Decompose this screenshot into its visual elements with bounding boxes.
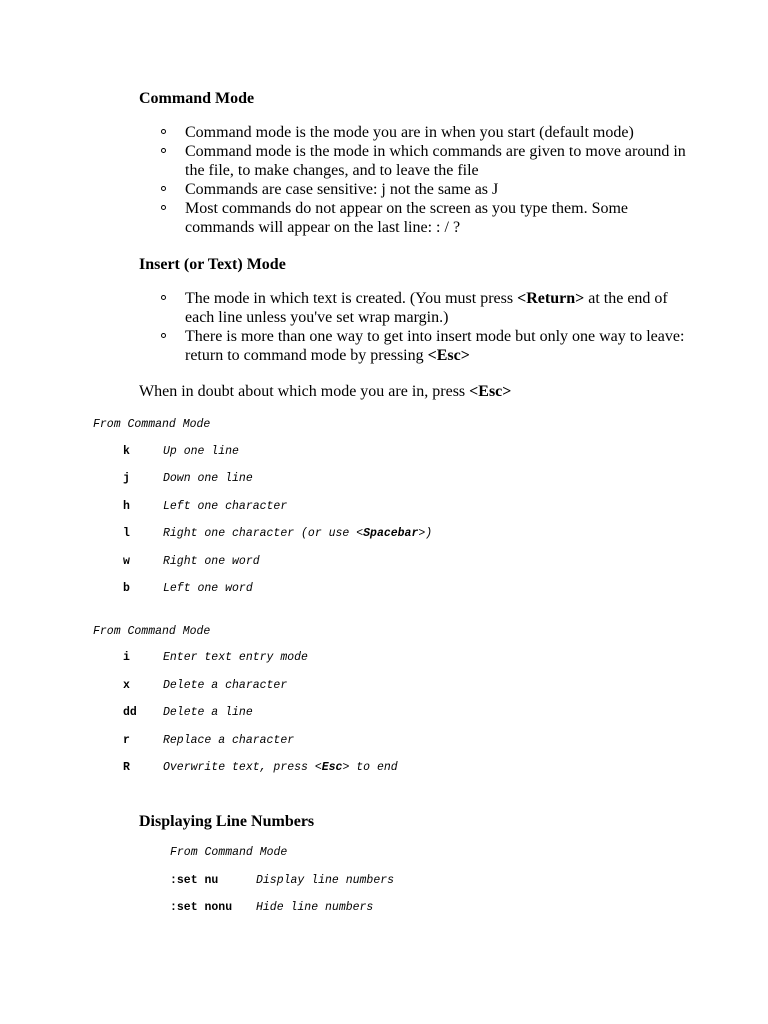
command-key: :set nu <box>170 874 219 887</box>
command-key: h <box>123 500 130 513</box>
command-description: Display line numbers <box>256 874 395 887</box>
bullet-circle-icon <box>161 148 166 153</box>
esc-key-label: Esc <box>321 761 343 774</box>
command-mode-bullet-list <box>161 123 701 237</box>
line-numbers-subheading: From Command Mode <box>170 846 288 859</box>
command-key: k <box>123 445 130 458</box>
doubt-text: When in doubt about which mode you are in, press <box>139 383 470 400</box>
command-description: Up one line <box>163 445 239 458</box>
bullet-circle-icon <box>161 129 166 134</box>
line-numbers-heading: Displaying Line Numbers <box>139 813 315 830</box>
movement-block-heading: From Command Mode <box>93 418 211 431</box>
description-text: > to end <box>342 761 398 774</box>
bullet-text: Most commands do not appear on the screen as you type them. Some commands will appear on the last line: : / ? <box>185 200 629 236</box>
list-item <box>161 289 701 327</box>
esc-key-label: <Esc> <box>427 347 470 364</box>
command-key: dd <box>123 706 137 719</box>
list-item <box>161 123 701 142</box>
description-text: Right one character (or use < <box>163 527 364 540</box>
command-key: r <box>123 734 130 747</box>
command-key: x <box>123 679 130 692</box>
command-description: Left one character <box>163 500 288 513</box>
command-description: Down one line <box>163 472 253 485</box>
bullet-circle-icon <box>161 205 166 210</box>
insert-mode-bullet-list <box>161 289 701 365</box>
command-key: :set nonu <box>170 901 233 914</box>
command-description <box>163 761 398 775</box>
command-description: Enter text entry mode <box>163 651 308 664</box>
list-item <box>161 180 701 199</box>
bullet-circle-icon <box>161 333 166 338</box>
esc-key-label: <Esc> <box>469 383 512 400</box>
bullet-text-before: There is more than one way to get into insert mode but only one way to leave: return to command mode by pressing <box>185 328 685 364</box>
command-description: Right one word <box>163 555 260 568</box>
command-description: Replace a character <box>163 734 295 747</box>
command-description <box>163 527 432 541</box>
bullet-text-after: at the end of each line unless you've set wrap margin.) <box>185 290 668 326</box>
description-text: >) <box>418 527 433 540</box>
bullet-text: Commands are case sensitive: j not the same as J <box>185 181 499 198</box>
command-description: Hide line numbers <box>256 901 374 914</box>
command-mode-heading: Command Mode <box>139 90 255 107</box>
command-key: R <box>123 761 130 774</box>
command-key: i <box>123 651 130 664</box>
doubt-paragraph <box>139 382 511 401</box>
insert-mode-heading: Insert (or Text) Mode <box>139 256 286 273</box>
command-key: w <box>123 555 130 568</box>
bullet-circle-icon <box>161 186 166 191</box>
list-item <box>161 199 701 237</box>
command-description: Delete a character <box>163 679 288 692</box>
bullet-circle-icon <box>161 295 166 300</box>
spacebar-key-label: Spacebar <box>363 527 419 540</box>
return-key-label: <Return> <box>517 290 585 307</box>
description-text: Overwrite text, press < <box>163 761 322 774</box>
list-item <box>161 327 701 365</box>
bullet-text: Command mode is the mode in which commands are given to move around in the file, to make changes, and to leave the file <box>185 143 686 179</box>
editing-block-heading: From Command Mode <box>93 625 211 638</box>
command-description: Delete a line <box>163 706 253 719</box>
command-key: l <box>123 527 130 540</box>
list-item <box>161 142 701 180</box>
command-key: b <box>123 582 130 595</box>
command-key: j <box>123 472 130 485</box>
bullet-text: Command mode is the mode you are in when you start (default mode) <box>185 124 634 141</box>
bullet-text-before: The mode in which text is created. (You must press <box>185 290 518 307</box>
command-description: Left one word <box>163 582 253 595</box>
